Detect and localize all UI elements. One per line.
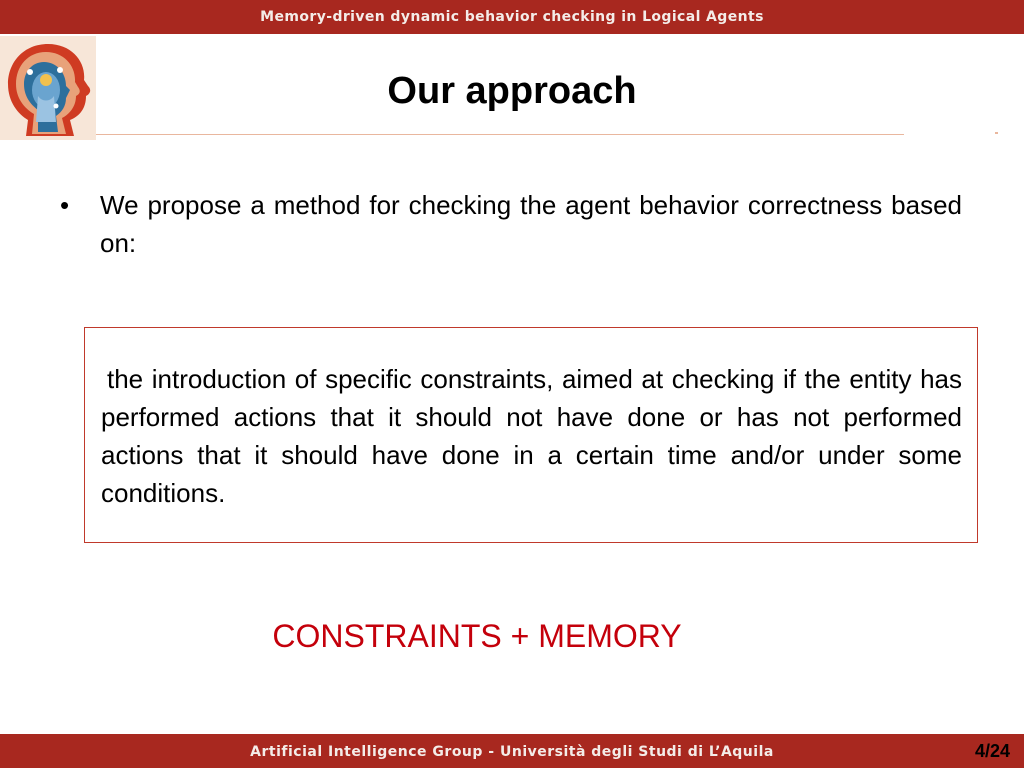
constraints-memory-highlight: CONSTRAINTS + MEMORY [272,618,682,654]
title-divider [96,134,904,135]
header-banner [0,0,1024,34]
definition-box [84,327,978,543]
divider-end-mark [995,132,998,134]
footer-organization: Artificial Intelligence Group - Università degli Studi di L’Aquila [250,744,774,760]
footer-banner [0,734,1024,768]
slide-title: Our approach [387,70,637,112]
header-banner-title: Memory-driven dynamic behavior checking in Logical Agents [260,9,764,25]
page-number: 4/24 [974,741,1010,761]
bullet-marker: • [60,190,70,220]
bullet-text: We propose a method for checking the agent behavior correctness based on: [100,190,962,258]
definition-text: the introduction of specific constraints, aimed at checking if the entity has performed actions that it should not have done or has not performed actions that it should have done in a certain time and/or under some conditions. [101,364,962,508]
